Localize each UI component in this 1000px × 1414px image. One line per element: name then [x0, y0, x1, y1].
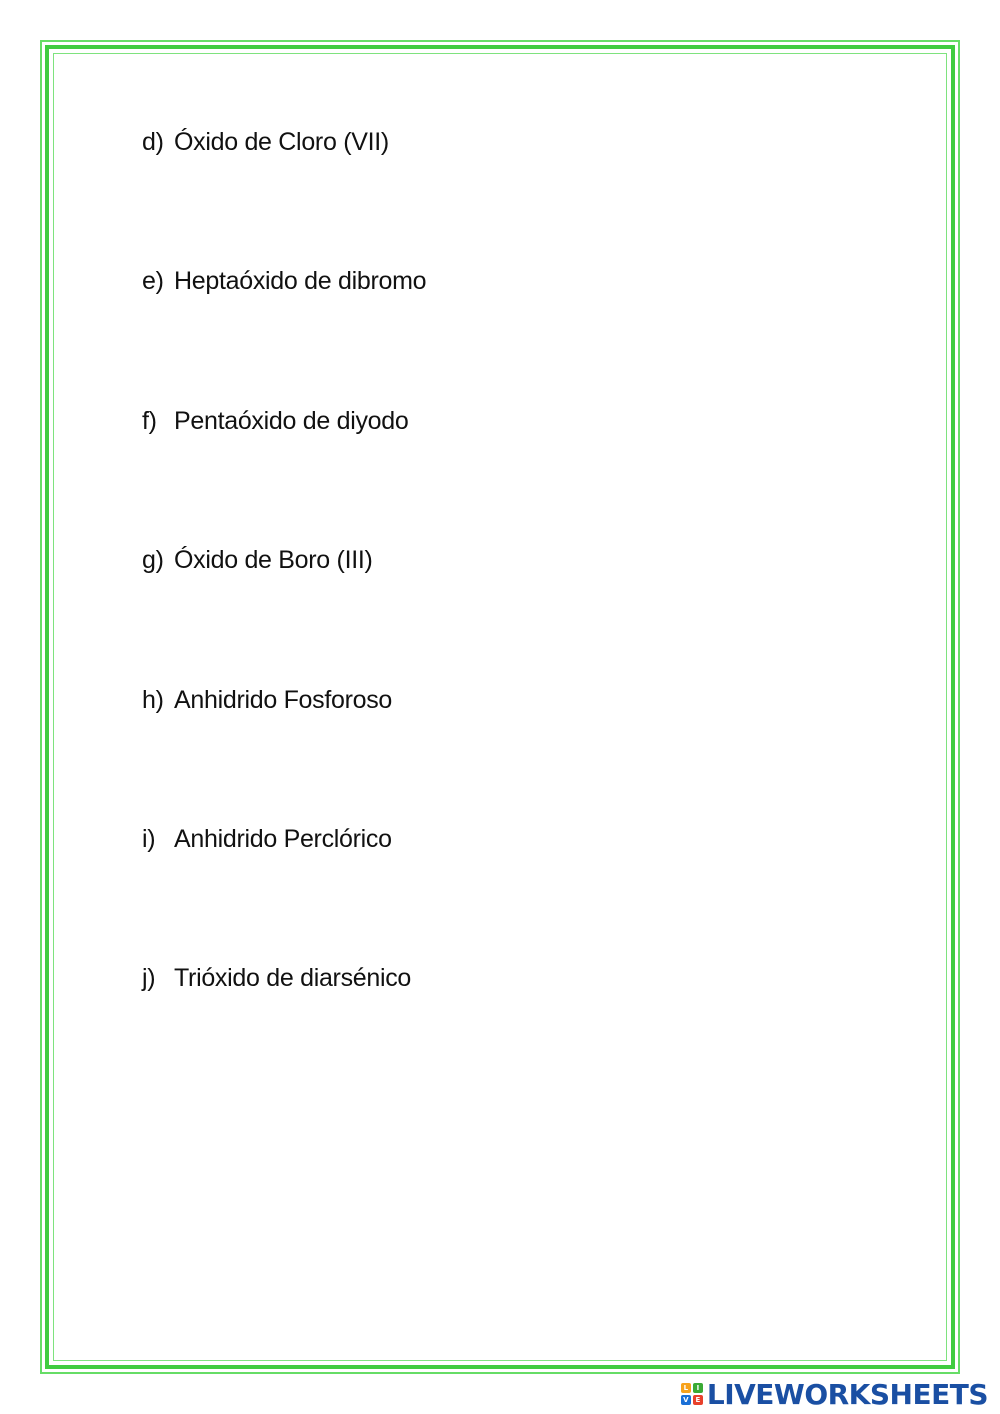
- item-letter: e): [142, 267, 164, 296]
- list-item: [142, 546, 426, 685]
- item-text: Óxido de Cloro (VII): [174, 128, 389, 156]
- item-text: Anhidrido Fosforoso: [174, 685, 393, 714]
- item-text: Óxido de Boro (III): [174, 546, 373, 575]
- item-letter: i): [142, 824, 156, 853]
- item-letter: j): [142, 964, 156, 993]
- item-letter: g): [142, 546, 164, 575]
- exercise-list: [142, 128, 426, 1104]
- item-text: Trióxido de diarsénico: [174, 964, 412, 993]
- list-item: [142, 267, 426, 406]
- item-text: Anhidrido Perclórico: [174, 824, 392, 853]
- item-letter: h): [142, 685, 164, 714]
- list-item: [142, 686, 426, 825]
- watermark-text: LIVEWORKSHEETS: [706, 1377, 988, 1411]
- list-item: [142, 407, 426, 546]
- logo-cell: E: [693, 1395, 703, 1405]
- list-item: [142, 964, 426, 1103]
- logo-cell: L: [681, 1383, 691, 1393]
- liveworksheets-watermark[interactable]: [681, 1378, 988, 1410]
- item-letter: f): [142, 406, 157, 435]
- item-text: Heptaóxido de dibromo: [174, 267, 427, 296]
- item-text: Pentaóxido de diyodo: [174, 406, 409, 435]
- list-item: [142, 128, 426, 267]
- logo-cell: I: [693, 1383, 703, 1393]
- logo-cell: V: [681, 1395, 691, 1405]
- liveworksheets-logo-icon: [681, 1383, 703, 1405]
- list-item: [142, 825, 426, 964]
- item-letter: d): [142, 128, 164, 156]
